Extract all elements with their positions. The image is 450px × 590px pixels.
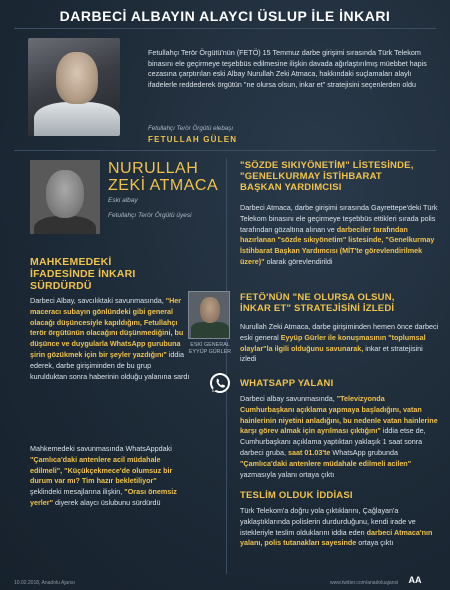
right-section3-heading: WHATSAPP YALANI (240, 378, 334, 389)
right-section2-text: Nurullah Zeki Atmaca, darbe girişiminden hemen önce darbeci eski general Eyyüp Gürler ile konuşmasının "toplumsal olaylar"la ilgili olduğunu savunarak, inkar et stratejisini izledi (240, 322, 439, 364)
gurler-photo (188, 291, 230, 339)
section-divider (14, 150, 436, 151)
footer-twitter: www.twitter.com/anadoluajansi (330, 580, 399, 586)
left-section-para1: Darbeci Albay, savcılıktaki savunmasında, "Her maceracı subayın gönlündeki gibi general olacağı düşüncesiyle kapıldığını, Fetullahçı terör örgütünün olacağını düşünmediğini, bu düşünce ve duygularla WhatsApp gurubuna şirin gözükmek için bir şeyler yazdığını" iddia ederek, darbe girişiminden de bu grup kurulduktan sonra haberinin olduğu yalanına sardı (30, 296, 190, 381)
gulen-caption-name: FETULLAH GÜLEN (148, 135, 238, 144)
left-section-heading: MAHKEMEDEKİ İFADESİNDE İNKARI SÜRDÜRDÜ (30, 256, 136, 292)
footer-date-source: 10.02.2018, Anadolu Ajansı (14, 580, 75, 586)
right-section4-heading: TESLİM OLDUK İDDİASI (240, 490, 353, 501)
right-section2-heading: FETÖ'NÜN "NE OLURSA OLSUN, İNKAR ET" STRATEJİSİNİ İZLEDİ (240, 292, 395, 314)
profile-name-line1: NURULLAH (108, 160, 199, 177)
gulen-photo (28, 38, 120, 136)
right-section4-text: Türk Telekom'a doğru yola çıktıklarını, Çağlayan'a yaklaştıklarında polislerin durdurduğunu, kendi irade ve istekleriyle teslim olduklarını iddia eden darbeci Atmaca'nın yalanı, polis tutanakları sayesinde ortaya çıktı (240, 506, 433, 548)
profile-name-line2: ZEKİ ATMACA (108, 177, 219, 194)
profile-affiliation: Fetullahçı Terör Örgütü üyesi (108, 212, 192, 219)
right-section3-text: Darbeci albay savunmasında, "Televizyonda Cumhurbaşkanı açıklama yapmaya başladığını, vatan hainlerinin niyetini anladığını, bu nedenle vatan hainlerine karşı görev almak için ayrılması çıktığını" iddia etse de, Cumhurbaşkanı açıklama yaptıktan yaklaşık 1 saat sonra darbeci gruba, saat 01.03'te WhatsApp grubunda "Çamlıca'daki antenlere müdahale edilmeli acilen" yazmasıyla yalanı ortaya çıktı (240, 394, 438, 479)
gulen-caption-role: Fetullahçı Terör Örgütü elebaşı (148, 125, 234, 132)
left-section-para2: Mahkemedeki savunmasında WhatsAppdaki "Çamlıca'daki antenlere acil müdahale edilmeli", "Küçükçekmece'de olumsuz bir durum var mı? Tim hazır bekletiliyor" şeklindeki mesajlarına ilişkin, "Orası önemsiz yerler" diyerek alaycı üslubunu sürdürdü (30, 444, 177, 507)
atmaca-photo (30, 160, 100, 234)
profile-name (108, 160, 218, 194)
aa-logo: AA (408, 575, 422, 585)
whatsapp-icon (208, 371, 232, 395)
title-divider (14, 28, 436, 29)
right-section1-heading: "SÖZDE SIKIYÖNETİM" LİSTESİNDE, "GENELKURMAY İSTİHBARAT BAŞKAN YARDIMCISI (240, 160, 414, 193)
column-divider (226, 158, 227, 574)
right-section1-text: Darbeci Atmaca, darbe girişimi sırasında Gayrettepe'deki Türk Telekom binasını ele geçirmeye teşebbüs ettikleri sırada polis tarafından gözaltına alınan ve darbeciler tarafından hazırlanan "sözde sıkıyönetim" listesinde, "Genelkurmay İstihbarat Başkan Yardımcısı (MİT'te görevlendirilmek üzere)" olarak görevlendirildi (240, 203, 438, 266)
intro-text: Fetullahçı Terör Örgütü'nün (FETÖ) 15 Temmuz darbe girişimi sırasında Türk Telekom binasını ele geçirmeye teşebbüs edilmesine ilişkin davada ağırlaştırılmış müebbet hapis cezasına çarptırılan eski Albay Nurullah Zeki Atmaca, hakkındaki suçlamaları alaylı ifadelerle reddederek örgütün "ne olursa olsun, inkar et" stratejisini seçenlerden oldu (148, 48, 427, 89)
gurler-caption: ESKİ GENERAL EYYÜP GÜRLER (188, 342, 232, 355)
profile-role: Eski albay (108, 197, 138, 204)
page-title: DARBECİ ALBAYIN ALAYCI ÜSLUP İLE İNKARI (59, 8, 391, 24)
